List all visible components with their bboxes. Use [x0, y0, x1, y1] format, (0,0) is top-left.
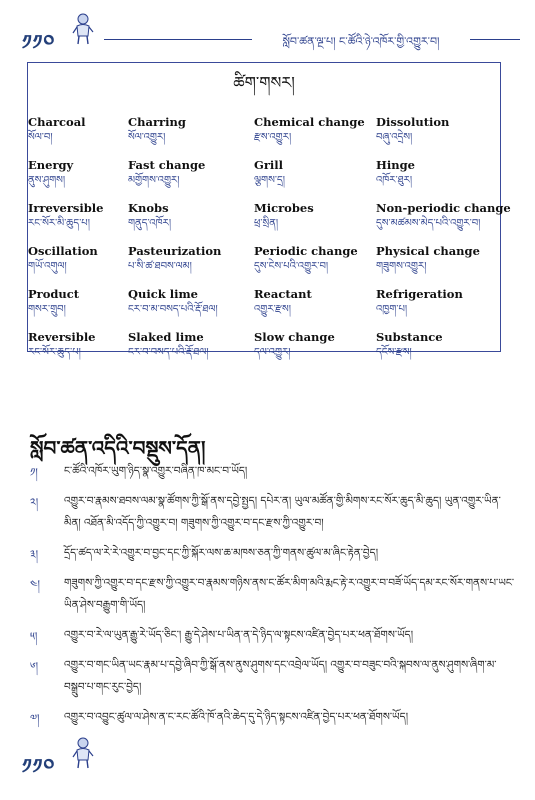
summary-item: [30, 460, 515, 482]
term-tibetan: གཡོ་འགུལ།: [28, 261, 67, 272]
glossary-term: [128, 115, 248, 145]
summary-item-number: ༦།: [30, 660, 39, 673]
term-tibetan: པ་སི་ཚ་ཐབས་ལམ།: [128, 261, 192, 272]
term-english: Grill: [254, 158, 283, 172]
footer-page-number: ༡༡༠: [22, 754, 56, 778]
summary-item-number: ༤།: [30, 578, 40, 591]
term-tibetan: འཁྱག་པ།: [376, 304, 408, 315]
mascot-icon: [72, 12, 94, 46]
summary-item: [30, 572, 515, 616]
term-tibetan: ངར་བ་བསད་པའི་རྡོ་ཐལ།: [128, 347, 209, 358]
term-english: Non-periodic change: [376, 201, 511, 215]
summary-item-number: ༥།: [30, 630, 38, 643]
glossary-term: [128, 158, 248, 188]
header-rule-left: [104, 39, 252, 40]
summary-item: [30, 542, 515, 564]
glossary-term: [128, 330, 248, 360]
summary-item: [30, 654, 515, 698]
term-english: Substance: [376, 330, 443, 344]
summary-item: [30, 490, 515, 534]
term-tibetan: དུས་མཚམས་མེད་པའི་འགྱུར་བ།: [376, 218, 481, 229]
term-english: Reversible: [28, 330, 96, 344]
summary-item: [30, 624, 515, 646]
term-tibetan: རང་སོར་མི་ཆུད་པ།: [28, 218, 90, 229]
glossary-term: [254, 330, 374, 360]
glossary-term: [128, 244, 248, 274]
running-title: སློབ་ཚན་ལྔ་པ། ང་ཚོའི་ཉེ་འཁོར་གྱི་འགྱུར་བ།: [282, 35, 440, 48]
term-english: Slaked lime: [128, 330, 204, 344]
term-english: Slow change: [254, 330, 335, 344]
term-english: Chemical change: [254, 115, 365, 129]
term-english: Charcoal: [28, 115, 86, 129]
summary-item-text: ང་ཚོའི་འཁོར་ཡུག་ཉིད་སྣ་འགྱུར་བཞིན་ཁ་མང་བ་ཡོད།: [64, 465, 248, 477]
term-english: Charring: [128, 115, 186, 129]
term-tibetan: ཕྲ་སྲིན།: [254, 218, 279, 229]
term-tibetan: རང་སོར་ཆུད་པ།: [28, 347, 81, 358]
term-tibetan: ལྕགས་དྲ།: [254, 175, 285, 186]
glossary-term: [376, 115, 496, 145]
summary-item-text: འགྱུར་བ་རྣམས་ཐབས་ལམ་སྣ་ཚོགས་ཀྱི་སྒོ་ནས་དབྱེ་སྤྱད། དཔེར་ན། ཡུལ་མཚོན་གྱི་མིགས་རང་སོར་ཆུད་མི་ཆུད། ཡུན་འགྱུར་ཡིན་མིན། འཐོན་མི་འདོད་ཀྱི་འགྱུར་བ། གཟུགས་ཀྱི་འགྱུར་བ་དང་རྫས་ཀྱི་འགྱུར་བ།: [64, 495, 501, 529]
term-english: Microbes: [254, 201, 314, 215]
term-english: Energy: [28, 158, 74, 172]
term-english: Knobs: [128, 201, 169, 215]
summary-list: [30, 460, 515, 736]
summary-item-text: འགྱུར་བ་གང་ཡིན་ཡང་རྣམ་པ་དབྱེ་ཞིབ་ཀྱི་སྒོ་ནས་ནུས་ཤུགས་དང་འབྲེལ་ཡོད། འགྱུར་བ་བཟུང་བའི་སྐབས་ལ་ནུས་ཤུགས་ཞིག་མ་བསྒྲུབ་པ་གང་རུང་བྱེད།: [64, 659, 497, 693]
glossary-term: [376, 244, 496, 274]
term-english: Periodic change: [254, 244, 358, 258]
term-tibetan: གཟུགས་འགྱུར།: [376, 261, 427, 272]
summary-item-text: འགྱུར་བ་འབྱུང་ཚུལ་ལ་ཤེས་ན་ང་རང་ཚོའི་ཁོ་ནའི་ཆེད་དུ་དེ་ཉིད་སྟངས་འཛིན་བྱེད་པར་ཕན་ཐོགས་ཡོད།: [64, 711, 409, 723]
term-english: Fast change: [128, 158, 206, 172]
summary-item-number: ༢།: [30, 496, 39, 509]
term-tibetan: གནུད་འཁོར།: [128, 218, 172, 229]
glossary-term: [376, 158, 496, 188]
glossary-term: [376, 330, 496, 360]
term-tibetan: སོལ་བ།: [28, 132, 53, 143]
term-tibetan: འགྱུར་རྫས།: [254, 304, 291, 315]
term-tibetan: གསར་གྲུབ།: [28, 304, 66, 315]
summary-title: སློབ་ཚན་འདིའི་བསྡུས་དོན།: [30, 436, 206, 460]
term-tibetan: དལ་འགྱུར།: [254, 347, 291, 358]
glossary-term: [254, 287, 374, 317]
term-english: Quick lime: [128, 287, 198, 301]
term-english: Dissolution: [376, 115, 450, 129]
term-english: Physical change: [376, 244, 480, 258]
page-number: ༡༡༠: [22, 30, 56, 54]
header-rule-right: [470, 39, 520, 40]
glossary-term: [376, 201, 511, 231]
glossary-term: [254, 244, 374, 274]
summary-item-text: དྲོད་ཚད་ལ་རེ་རེ་འགྱུར་བ་བྱང་དང་ཀྱི་སྐོར་ལས་ཆ་མཁས་ཅན་ཀྱི་གནས་ཚུལ་མ་ཞིང་རྟེན་བྱེད།: [64, 547, 379, 559]
glossary-term: [128, 201, 248, 231]
summary-item-text: གཟུགས་ཀྱི་འགྱུར་བ་དང་རྫས་ཀྱི་འགྱུར་བ་རྣམས་གཉིས་ནས་ང་ཚོར་མིག་མའི་རྨང་རྟེ་ར་འགྱུར་བ་བཟོ་ཡོད་དམ་རང་སོར་གནས་པ་ཡང་ཡིན་ཤེས་བརྒྱུག་གི་ཡོད།: [64, 577, 515, 611]
term-tibetan: སོལ་འགྱུར།: [128, 132, 166, 143]
term-english: Reactant: [254, 287, 312, 301]
term-tibetan: མགྱོགས་འགྱུར།: [128, 175, 180, 186]
glossary-term: [376, 287, 496, 317]
page-header: [0, 0, 535, 60]
glossary-term: [254, 201, 374, 231]
glossary-term: [254, 115, 374, 145]
glossary-term: [128, 287, 248, 317]
term-tibetan: དུས་ངེས་པའི་འགྱུར་བ།: [254, 261, 329, 272]
term-english: Irreversible: [28, 201, 104, 215]
mascot-icon: [72, 736, 94, 770]
glossary-term: [254, 158, 374, 188]
term-tibetan: རྫས་འགྱུར།: [254, 132, 292, 143]
term-tibetan: འཁོར་ཐུར།: [376, 175, 413, 186]
summary-item-number: ༡།: [30, 466, 38, 479]
term-english: Refrigeration: [376, 287, 463, 301]
term-tibetan: དངོས་རྫས།: [376, 347, 412, 358]
term-english: Pasteurization: [128, 244, 222, 258]
summary-item-text: འགྱུར་བ་རེ་ལ་ཡུན་རྒྱུ་རེ་ཡོད་ཅིང་། རྒྱུ་དེ་ཤེས་པ་ཡིན་ན་དེ་ཉིད་ལ་སྟངས་འཛིན་བྱེད་པར་ཕན་ཐོགས་ཡོད།: [64, 629, 414, 641]
summary-item-number: ༣།: [30, 548, 39, 561]
term-tibetan: བཞུ་འདྲེས།: [376, 132, 413, 143]
term-english: Hinge: [376, 158, 415, 172]
term-english: Product: [28, 287, 80, 301]
term-tibetan: ངར་བ་མ་བསད་པའི་རྡོ་ཐལ།: [128, 304, 218, 315]
glossary-title: ཚིག་གསར།: [233, 73, 295, 92]
summary-item-number: ༧།: [30, 712, 40, 725]
term-tibetan: ནུས་ཤུགས།: [28, 175, 66, 186]
summary-item: [30, 706, 515, 728]
glossary-box: [27, 62, 511, 358]
term-english: Oscillation: [28, 244, 98, 258]
